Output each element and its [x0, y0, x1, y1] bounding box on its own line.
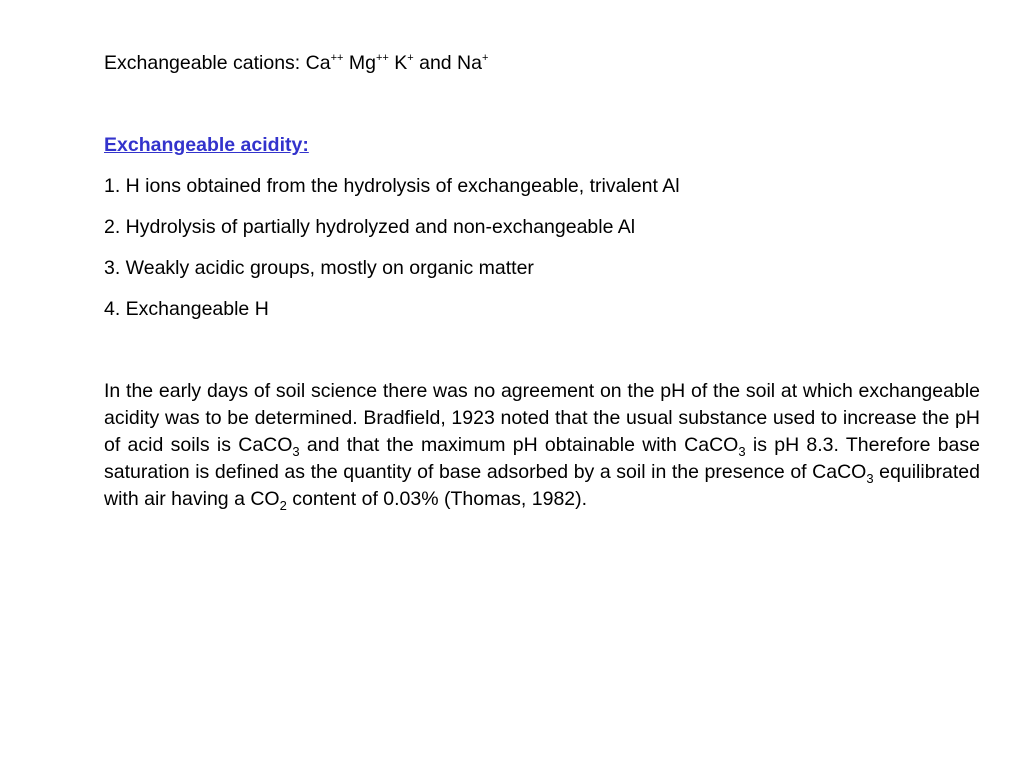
- acidity-item: 4. Exchangeable H: [104, 298, 269, 320]
- mg-charge: ++: [375, 51, 389, 64]
- na-charge: +: [482, 51, 489, 64]
- cations-prefix: Exchangeable cations: Ca: [104, 52, 331, 74]
- paragraph-text: content of 0.03% (Thomas, 1982).: [286, 488, 588, 510]
- paragraph-text: and that the maximum pH obtainable with CaCO: [299, 434, 739, 456]
- caco3-subscript: 3: [292, 443, 300, 459]
- co2-subscript: 2: [279, 497, 287, 513]
- acidity-item: 3. Weakly acidic groups, mostly on organic matter: [104, 257, 534, 279]
- acidity-heading: Exchangeable acidity:: [104, 134, 309, 156]
- body-paragraph: [104, 378, 980, 513]
- k-label: K: [388, 52, 408, 74]
- acidity-item: 2. Hydrolysis of partially hydrolyzed and non-exchangeable Al: [104, 216, 636, 238]
- caco3-subscript: 3: [866, 470, 874, 486]
- k-charge: +: [407, 51, 414, 64]
- na-label: and Na: [413, 52, 482, 74]
- paragraph-text: In the early days of soil science there was no agreement on the pH of the soil at which exchangeable acidity was to be determined. Bradfield, 1923 noted that the usual substance used to increase the pH of acid soils is CaCO: [104, 380, 980, 456]
- ca-charge: ++: [330, 51, 344, 64]
- mg-label: Mg: [343, 52, 376, 74]
- caco3-subscript: 3: [738, 443, 746, 459]
- cations-line: [104, 50, 488, 76]
- paragraph-text: is pH 8.3. Therefore base saturation is defined as the quantity of base adsorbed by a soil in the presence of CaCO: [104, 434, 980, 483]
- acidity-item: 1. H ions obtained from the hydrolysis of exchangeable, trivalent Al: [104, 175, 680, 197]
- paragraph-text: equilibrated with air having a CO: [104, 461, 980, 510]
